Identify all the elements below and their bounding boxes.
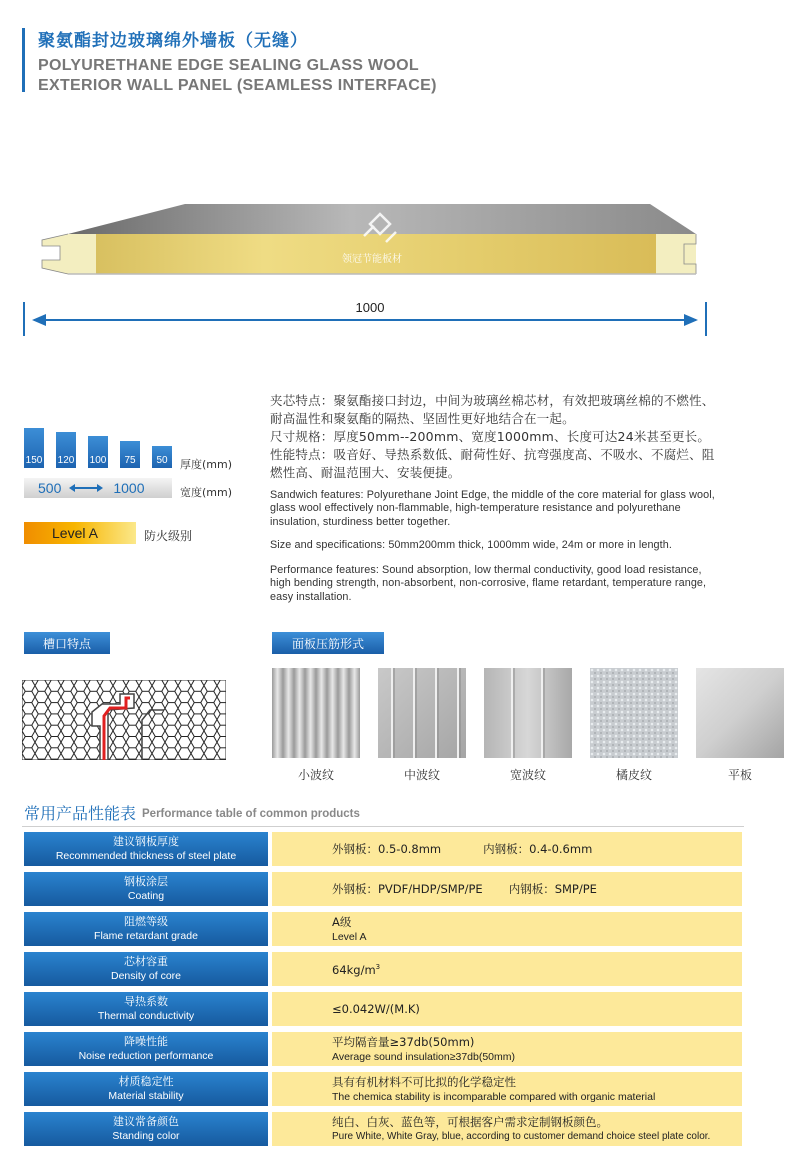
row-label-en: Recommended thickness of steel plate: [55, 850, 237, 862]
width-to: 1000: [113, 480, 145, 496]
pattern-wide-wave: [484, 668, 572, 758]
row-label-cn: 建议常备颜色: [113, 1115, 179, 1128]
row-value-inner: 内钢板：0.4-0.6mm: [483, 841, 593, 856]
panel-illustration: [20, 190, 720, 290]
row-label-en: Thermal conductivity: [97, 1010, 195, 1022]
table-row-value: [272, 1112, 742, 1146]
row-label-cn: 建议钢板厚度: [113, 835, 179, 848]
performance-divider: [22, 826, 744, 827]
desc-cn-sandwich: 夹芯特点：聚氨酯接口封边，中间为玻璃丝棉芯材，有效把玻璃丝棉的不燃性、耐高温性和聚氨酯的隔热、坚固性更好地结合在一起。: [270, 393, 715, 426]
fire-level-badge: Level A: [24, 522, 136, 544]
thickness-bar-50: 50: [152, 446, 172, 468]
table-row-value: $64kg/m^3$: [272, 952, 742, 986]
section-tag-groove: 槽口特点: [24, 632, 110, 654]
row-value-en: The chemica stability is incomparable compared with organic material: [332, 1090, 656, 1103]
section-tag-panel-pattern: 面板压筋形式: [272, 632, 384, 654]
title-accent-bar: [22, 28, 25, 92]
pattern-label-small-wave: 小波纹: [297, 768, 334, 782]
table-row-label: [24, 1032, 268, 1066]
panel-tongue-left: [42, 234, 68, 274]
table-row-label: [24, 912, 268, 946]
row-value-inner: 内钢板：SMP/PE: [508, 881, 597, 896]
pattern-label-flat: 平板: [727, 768, 752, 782]
table-row-label: [24, 952, 268, 986]
table-row-value: [272, 1072, 742, 1106]
row-label-cn: 钢板涂层: [124, 875, 168, 888]
panel-pu-edge-left: [68, 234, 96, 274]
groove-illustration: [22, 680, 226, 760]
row-value-cn: A级: [332, 914, 352, 929]
pattern-label-orange-peel: 橘皮纹: [615, 768, 652, 782]
row-value-en: Pure White, White Gray, blue, according to customer demand choice steel plate color.: [332, 1130, 711, 1142]
table-row-label: [24, 1072, 268, 1106]
width-range: [24, 478, 172, 498]
pattern-label-medium-wave: 中波纹: [403, 768, 440, 782]
row-label-en: Flame retardant grade: [94, 930, 198, 942]
panel-pu-edge-right: [656, 234, 696, 274]
row-label-cn: 材质稳定性: [118, 1075, 174, 1088]
width-from: 500: [38, 480, 62, 496]
dimension-value: 1000: [355, 300, 385, 315]
performance-title-cn: 常用产品性能表: [24, 804, 137, 823]
table-row-value: [272, 832, 742, 866]
thickness-bar-75: 75: [120, 441, 140, 468]
row-label-en: Density of core: [110, 970, 182, 982]
thickness-bar-120: 120: [56, 432, 76, 468]
pattern-orange-peel: [590, 668, 678, 758]
row-value-en: Average sound insulation≥37db(50mm): [332, 1050, 516, 1063]
panel-top-steel: [68, 204, 696, 234]
row-value-en: Level A: [332, 930, 367, 943]
page-title-en-line2: EXTERIOR WALL PANEL (SEAMLESS INTERFACE): [38, 77, 437, 94]
table-row-value: [272, 992, 742, 1026]
fire-level-label: 防火级别: [144, 529, 193, 543]
pattern-small-wave: [272, 668, 360, 758]
pattern-flat: [696, 668, 784, 758]
desc-cn-performance: 性能特点：吸音好、导热系数低、耐荷性好、抗弯强度高、不吸水、不腐烂、阻燃性高、耐温范围大、安装便捷。: [270, 447, 715, 480]
row-value-outer: 外钢板：PVDF/HDP/SMP/PE: [332, 881, 483, 896]
desc-en-size: Size and specifications: 50mm200mm thick, 1000mm wide, 24m or more in length.: [270, 539, 672, 551]
width-label: 宽度(mm): [180, 486, 233, 499]
row-label-en: Noise reduction performance: [78, 1050, 214, 1062]
table-row-value: [272, 872, 742, 906]
row-label-cn: 导热系数: [124, 995, 168, 1008]
double-arrow-icon: [69, 484, 103, 492]
row-value: 64kg/m: [332, 962, 376, 977]
row-value-outer: 外钢板：0.5-0.8mm: [332, 841, 442, 856]
row-label-en: Standing color: [112, 1130, 180, 1142]
page-title-en-line1: POLYURETHANE EDGE SEALING GLASS WOOL: [38, 57, 419, 74]
pattern-label-wide-wave: 宽波纹: [509, 768, 546, 782]
row-value: ≤0.042W/(M.K): [332, 1001, 420, 1016]
table-row-label: [24, 832, 268, 866]
thickness-bar-150: 150: [24, 428, 44, 468]
desc-cn-size: 尺寸规格：厚度50mm--200mm、宽度1000mm、长度可达24米甚至更长。: [270, 429, 711, 444]
thickness-label: 厚度(mm): [180, 458, 233, 471]
table-row-value: [272, 912, 742, 946]
table-row-label: [24, 1112, 268, 1146]
desc-en-performance: Performance features: Sound absorption, low thermal conductivity, good load resistance, high bending strength, non-absorbent, non-corrosive, flame retardant, temperature range, easy installation.: [270, 564, 707, 603]
pattern-medium-wave: [378, 668, 466, 758]
row-value-cn: 纯白、白灰、蓝色等，可根据客户需求定制钢板颜色。: [332, 1114, 608, 1129]
table-row-value: [272, 1032, 742, 1066]
page-title-en: [38, 56, 437, 96]
row-label-en: Material stability: [108, 1090, 184, 1102]
row-value-cn: 具有有机材料不可比拟的化学稳定性: [332, 1074, 516, 1089]
watermark-text: 领冠节能板材: [342, 254, 402, 265]
thickness-bar-100: 100: [88, 436, 108, 468]
row-label-cn: 芯材容重: [124, 955, 168, 968]
table-row-label: [24, 872, 268, 906]
row-label-cn: 降噪性能: [124, 1035, 168, 1048]
description-cn: [270, 392, 725, 482]
row-label-en: Coating: [127, 890, 165, 902]
table-row-label: [24, 992, 268, 1026]
page-title-cn: 聚氨酯封边玻璃绵外墙板（无缝）: [38, 31, 308, 51]
row-value-cn: 平均隔音量≥37db(50mm): [332, 1034, 475, 1049]
row-label-cn: 阻燃等级: [124, 915, 168, 928]
desc-en-sandwich: Sandwich features: Polyurethane Joint Edge, the middle of the core material for glass wool, glass wool effectively non-flammable, high-temperature resistance and polyurethane insulation, sturdiness better together.: [270, 489, 715, 528]
performance-title-en: Performance table of common products: [142, 808, 360, 820]
